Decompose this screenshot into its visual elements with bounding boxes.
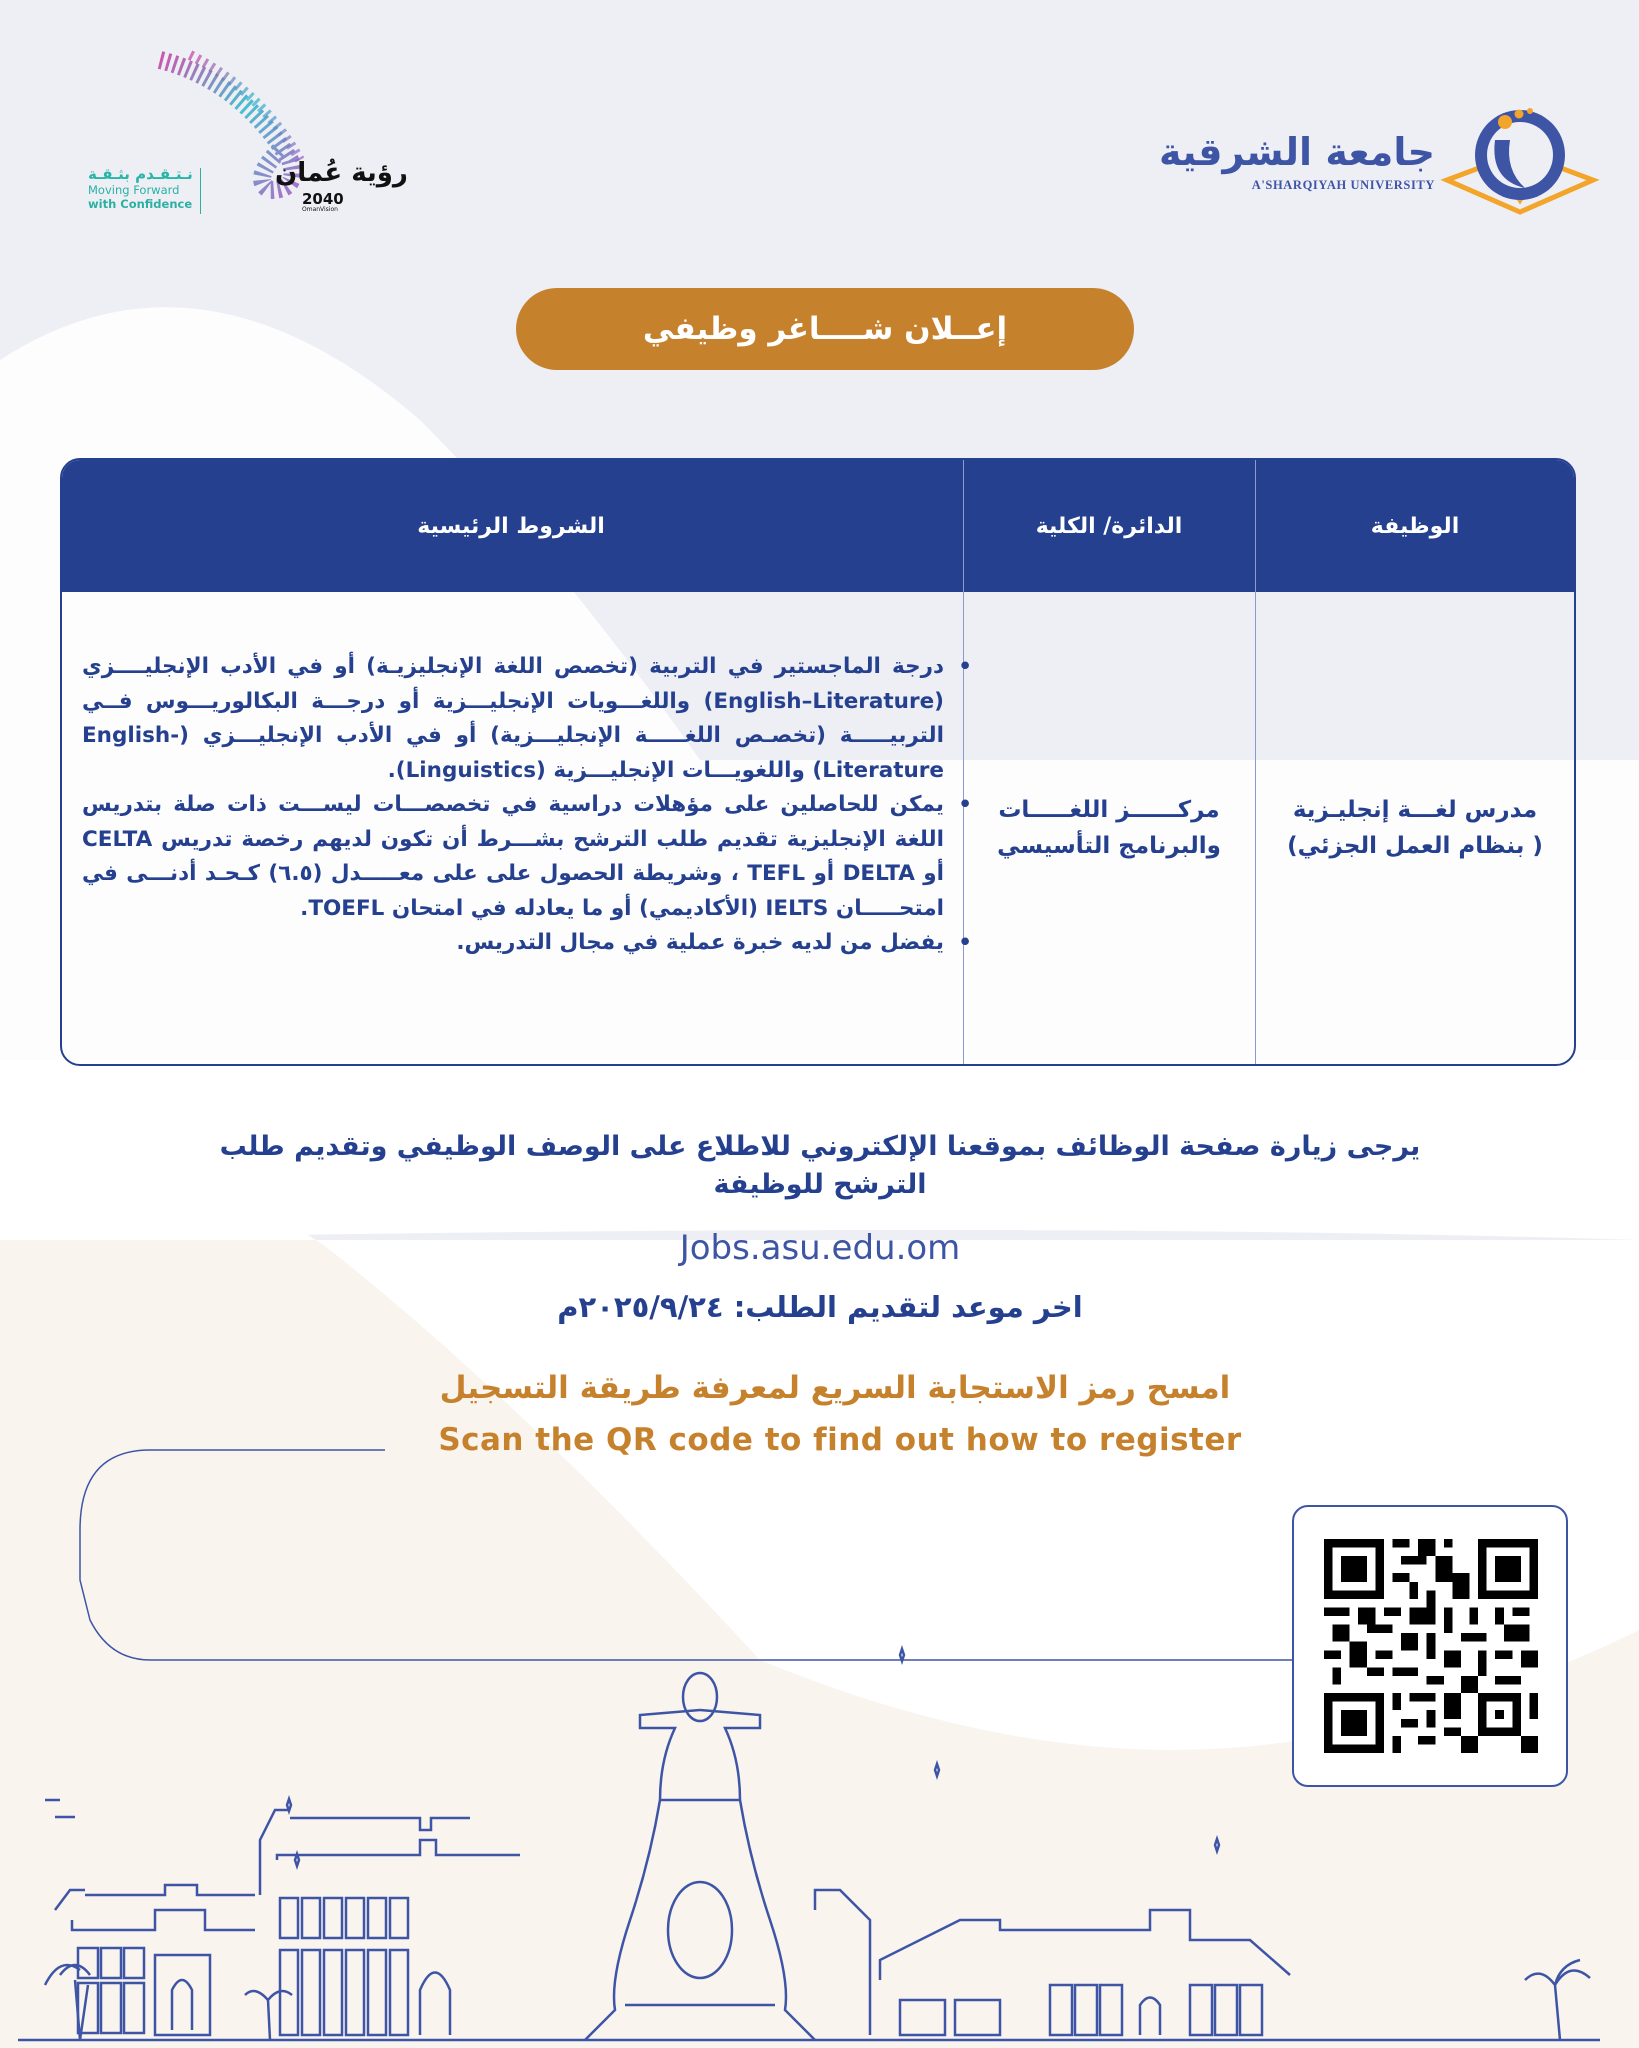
vision-subtitle: OmanVision <box>302 206 338 213</box>
scan-instruction-en: Scan the QR code to find out how to register <box>438 1422 1242 1458</box>
vision-title-ar: رؤية عُمان <box>275 158 408 188</box>
condition-item <box>82 788 972 926</box>
application-deadline: اخر موعد لتقديم الطلب: ٢٠٢٥/٩/٢٤م <box>557 1290 1083 1324</box>
header-job: الوظيفة <box>1370 513 1460 539</box>
condition-text: يفضل من لديه خبرة عملية في مجال التدريس. <box>456 930 944 955</box>
vision-tagline-en-1: Moving Forward <box>88 183 180 197</box>
university-name-ar: جامعة الشرقية <box>1159 130 1435 174</box>
bullet: • <box>958 654 972 679</box>
department-line2: والبرنامج التأسيسي <box>997 833 1221 859</box>
qr-code[interactable] <box>1292 1505 1568 1787</box>
visit-line1: يرجى زيارة صفحة الوظائف بموقعنا الإلكتروني للاطلاع على الوصف الوظيفي وتقديم طلب <box>219 1131 1421 1162</box>
condition-text: درجة الماجستير في التربية (تخصص اللغة الإنجليزيـة) أو في الأدب الإنجليــــزي (English–Literature) واللغـــويات الإنجليـــزية أو درجـــة البكالوريـــوس فــي التربيـــــة (تخصـص اللغـــــة الإنجليـــزية) أو في الأدب الإنجليـــزي (English-Literature) واللغويـــات الإنجليـــزية (Linguistics). <box>82 654 944 783</box>
job-title-cell <box>1256 592 1574 1064</box>
job-title-line2: ( بنظام العمل الجزئي) <box>1287 833 1543 859</box>
header-conditions: الشروط الرئيسية <box>417 513 605 539</box>
condition-item <box>82 650 972 788</box>
department-cell <box>964 592 1254 1064</box>
vision-year: 2040 <box>302 190 344 208</box>
header-department: الدائرة/ الكلية <box>1035 513 1183 539</box>
bullet: • <box>958 930 972 955</box>
oman-vision-logo <box>70 50 408 220</box>
condition-item <box>82 926 972 961</box>
vision-tagline-en-2: with Confidence <box>88 197 193 211</box>
table-header <box>62 460 1574 592</box>
condition-text: يمكن للحاصلين على مؤهلات دراسية في تخصصـــات ليســـت ذات صلة بتدريس اللغة الإنجليزية تقديم طلب الترشح بشـــرط أن تكون لديهم رخصة تدريس CELTA أو DELTA أو TEFL ، وشريطة الحصول على على معـــــدل (٦.٥) كـحـد أدنـــى في امتحـــــان IELTS (الأكاديمي) أو ما يعادله في امتحان TOEFL. <box>82 792 945 921</box>
visit-line2: الترشح للوظيفة <box>713 1169 927 1200</box>
bullet: • <box>958 792 972 817</box>
university-logo <box>1159 100 1605 220</box>
department-line1: مركــــــز اللغـــــات <box>998 797 1220 823</box>
university-emblem-icon <box>1435 100 1605 220</box>
jobs-url-link[interactable]: Jobs.asu.edu.om <box>679 1228 961 1268</box>
job-title-line1: مدرس لغـــة إنجليـزية <box>1292 797 1538 823</box>
job-table <box>60 458 1576 1066</box>
university-name-en: A'SHARQIYAH UNIVERSITY <box>1251 178 1435 192</box>
qr-code-icon <box>1324 1537 1538 1755</box>
visit-instructions <box>120 1128 1520 1204</box>
vision-tagline-ar: نـتـقـدم بثـقـة <box>88 165 193 183</box>
scan-instruction-ar: امسح رمز الاستجابة السريع لمعرفة طريقة التسجيل <box>439 1370 1231 1406</box>
vision-divider <box>200 168 201 214</box>
page-title: إعــلان شــــاغر وظيفي <box>516 288 1134 370</box>
conditions-list <box>82 650 982 961</box>
